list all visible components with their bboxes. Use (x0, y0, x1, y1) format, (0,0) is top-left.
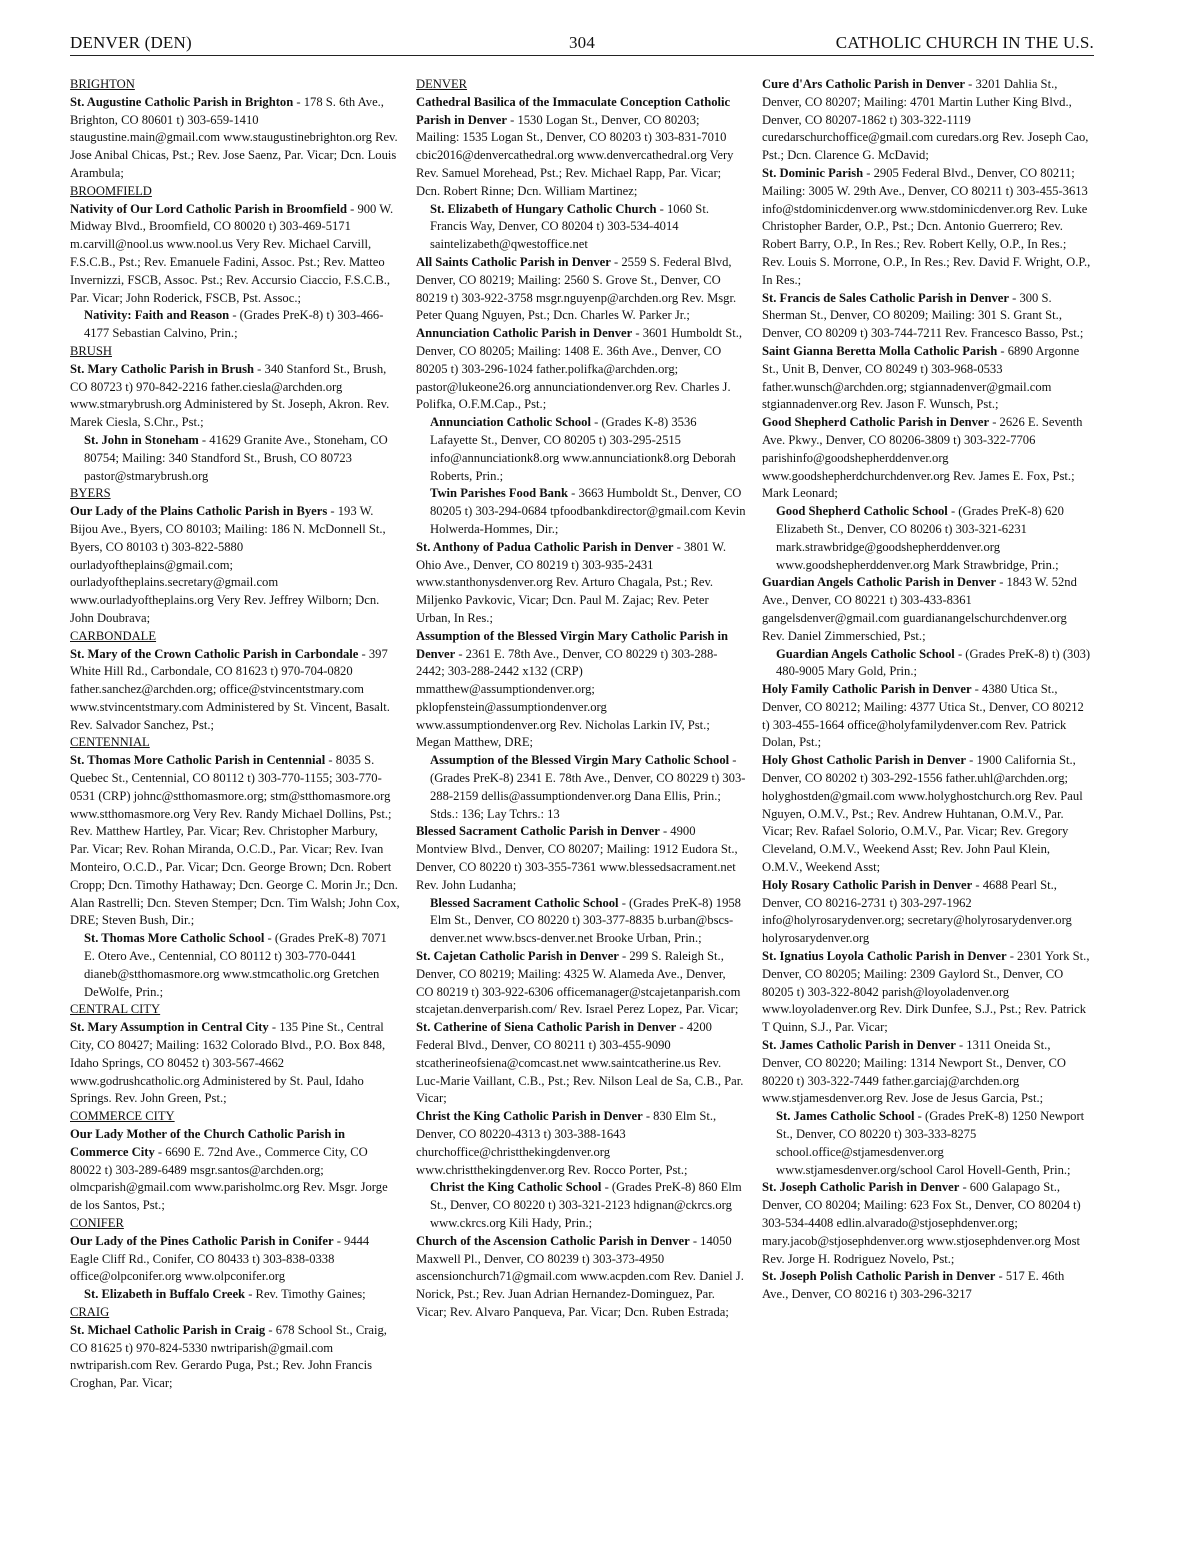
entry-details: - 1900 California St., Denver, CO 80202 t) 303-292-1556 father.uhl@archden.org; holyghostden@gmail.com www.holyghostchurch.org Rev. Paul Nguyen, O.M.V., Pst.; Rev. Andrew Huhtanan, O.M.V., Par. Vicar; Rev. Rafael Solorio, O.M.V., Par. Vicar; Rev. Gregory Cleveland, O.M.V., Weekend Asst; Rev. John Paul Klein, O.M.V., Weekend Asst; (762, 753, 1083, 875)
entry-details: - (Grades PreK-8) 7071 E. Otero Ave., Centennial, CO 80112 t) 303-770-0441 dianeb@stthomasmore.org www.stmcatholic.org Gretchen DeWolfe, Prin.; (84, 931, 387, 999)
entry-details: - 6890 Argonne St., Unit B, Denver, CO 80249 t) 303-968-0533 father.wunsch@archden.org; stgiannadenver@gmail.com stgiannadenver.org Rev. Jason F. Wunsch, Pst.; (762, 343, 1080, 412)
page-number: 304 (568, 33, 596, 52)
entry-details: - (Grades PreK-8) 1958 Elm St., Denver, CO 80220 t) 303-377-8835 b.urban@bscs-denver.net www.bscs-denver.net Brooke Urban, Prin.; (430, 895, 741, 946)
parish-entry (416, 254, 746, 325)
parish-entry (416, 1233, 746, 1322)
entry-details: - 2626 E. Seventh Ave. Pkwy., Denver, CO 80206-3809 t) 303-322-7706 parishinfo@goodshepherddenver.org www.goodshepherdchurchdenver.org Rev. James E. Fox, Pst.; Mark Leonard; (762, 415, 1083, 501)
parish-entry (416, 1108, 746, 1179)
entry-name: Christ the King Catholic Parish in Denver (416, 1109, 643, 1124)
entry-name: Christ the King Catholic School (430, 1180, 602, 1195)
entry-name: Cure d'Ars Catholic Parish in Denver (762, 77, 966, 91)
entry-name: Holy Ghost Catholic Parish in Denver (762, 753, 966, 768)
entry-name: Church of the Ascension Catholic Parish in Denver (416, 1233, 690, 1248)
parish-entry (762, 1037, 1092, 1108)
town-heading: CARBONDALE (70, 628, 157, 643)
entry-name: St. Michael Catholic Parish in Craig (70, 1322, 266, 1337)
entry-name: St. Cajetan Catholic Parish in Denver (416, 949, 619, 964)
parish-entry (70, 1233, 400, 1286)
town-heading: BRUSH (70, 343, 112, 358)
parish-entry (416, 628, 746, 753)
entry-details: - 299 S. Raleigh St., Denver, CO 80219; Mailing: 4325 W. Alameda Ave., Denver, CO 80219 t) 303-922-6306 officemanager@stcajetanparish.com stcajetan.denverparish.com/ Rev. Israel Perez Lopez, Par. Vicar; (416, 949, 741, 1017)
entry-details: - (Grades PreK-8) 860 Elm St., Denver, CO 80220 t) 303-321-2123 hdignan@ckrcs.org www.ckrcs.org Kili Hady, Prin.; (430, 1180, 742, 1230)
entry-name: St. John in Stoneham (84, 432, 199, 447)
entry-details: - 340 Stanford St., Brush, CO 80723 t) 970-842-2216 father.ciesla@archden.org www.stmarybrush.org Administered by St. Joseph, Akron. Rev. Marek Ciesla, S.Chr., Pst.; (70, 361, 390, 430)
sub-entry (416, 485, 746, 538)
entry-details: - 2301 York St., Denver, CO 80205; Mailing: 2309 Gaylord St., Denver, CO 80205 t) 303-322-8042 parish@loyoladenver.org www.loyoladenver.org Rev. Dirk Dunfee, S.J., Pst.; Rev. Patrick T Quinn, S.J., Par. Vicar; (762, 949, 1090, 1035)
entry-details: - (Grades PreK-8) 2341 E. 78th Ave., Denver, CO 80229 t) 303-288-2159 dellis@assumptiondenver.org Dana Ellis, Prin.; Stds.: 136; Lay Tchrs.: 13 (430, 753, 746, 821)
town-heading: DENVER (416, 77, 468, 91)
entry-name: Assumption of the Blessed Virgin Mary Catholic Parish in Denver (416, 628, 729, 661)
entry-name: Twin Parishes Food Bank (430, 486, 568, 501)
parish-entry (70, 1126, 400, 1215)
entry-name: Annunciation Catholic School (430, 415, 591, 430)
sub-entry (416, 752, 746, 823)
town-heading: CENTRAL CITY (70, 1002, 161, 1017)
entry-name: Our Lady of the Plains Catholic Parish in Byers (70, 504, 328, 519)
parish-entry (762, 877, 1092, 948)
entry-details: - 2559 S. Federal Blvd, Denver, CO 80219; Mailing: 2560 S. Grove St., Denver, CO 80219 t) 303-922-3758 msgr.nguyenp@archden.org Rev. Msgr. Peter Quang Nguyen, Pst.; Dcn. Charles W. Parker Jr.; (416, 254, 737, 323)
page-header (70, 33, 1094, 56)
parish-entry (762, 290, 1092, 343)
parish-entry (762, 681, 1092, 752)
parish-entry (70, 752, 400, 930)
parish-entry (70, 503, 400, 628)
parish-entry (762, 343, 1092, 414)
entry-name: Blessed Sacrament Catholic School (430, 895, 619, 910)
entry-details: - 300 S. Sherman St., Denver, CO 80209; Mailing: 301 S. Grant St., Denver, CO 80209 t) 303-744-7211 Rev. Francesco Basso, Pst.; (762, 290, 1084, 341)
town-heading: CONIFER (70, 1216, 124, 1230)
entry-details: - 135 Pine St., Central City, CO 80427; Mailing: 1632 Colorado Blvd., P.O. Box 848, Idaho Springs, CO 80452 t) 303-567-4662 www.godrushcatholic.org Administered by St. Paul, Idaho Springs. Rev. John Green, Pst.; (70, 1020, 386, 1106)
town-heading: BYERS (70, 486, 111, 501)
entry-name: Guardian Angels Catholic Parish in Denver (762, 575, 997, 590)
entry-details: - 830 Elm St., Denver, CO 80220-4313 t) 303-388-1643 churchoffice@christthekingdenver.org www.christthekingdenver.org Rev. Rocco Porter, Pst.; (416, 1109, 717, 1177)
parish-entry (416, 1019, 746, 1108)
entry-name: St. Joseph Polish Catholic Parish in Denver (762, 1269, 996, 1284)
running-head-left: DENVER (DEN) (70, 33, 192, 52)
entry-name: Good Shepherd Catholic Parish in Denver (762, 415, 990, 430)
entry-name: St. Augustine Catholic Parish in Brighton (70, 94, 294, 109)
entry-details: - 2905 Federal Blvd., Denver, CO 80211; Mailing: 3005 W. 29th Ave., Denver, CO 80211 t) 303-455-3613 info@stdominicdenver.org www.stdominicdenver.org Rev. Luke Christopher Barder, O.P., Pst.; Dcn. Antonio Guerrero; Rev. Robert Barry, O.P., In Res.; Rev. Robert Kelly, O.P., In Res.; Rev. Louis S. Morrone, O.P., In Res.; Rev. David F. Wright, O.P., In Res.; (762, 165, 1091, 287)
entry-name: St. Anthony of Padua Catholic Parish in Denver (416, 539, 674, 554)
sub-entry (416, 1179, 746, 1232)
entry-details: - 4380 Utica St., Denver, CO 80212; Mailing: 4377 Utica St., Denver, CO 80212 t) 303-455-1664 office@holyfamilydenver.com Rev. Patrick Dolan, Pst.; (762, 682, 1084, 750)
entry-name: St. Mary Assumption in Central City (70, 1020, 269, 1035)
parish-entry (70, 1322, 400, 1393)
parish-entry (70, 361, 400, 432)
entry-name: Our Lady of the Pines Catholic Parish in Conifer (70, 1233, 334, 1248)
entry-details: - 1843 W. 52nd Ave., Denver, CO 80221 t) 303-433-8361 gangelsdenver@gmail.com guardianangelschurchdenver.org Rev. Daniel Zimmerschied, Pst.; (762, 575, 1077, 643)
parish-entry (762, 165, 1092, 290)
entry-details: - (Grades K-8) 3536 Lafayette St., Denver, CO 80205 t) 303-295-2515 info@annunciationk8.org www.annunciationk8.org Deborah Roberts, Prin.; (430, 415, 736, 483)
town-heading: BRIGHTON (70, 77, 135, 91)
entry-details: - 4900 Montview Blvd., Denver, CO 80207; Mailing: 1912 Eudora St., Denver, CO 80220 t) 303-355-7361 www.blessedsacrament.net Rev. John Ludanha; (416, 824, 738, 892)
entry-details: - 8035 S. Quebec St., Centennial, CO 80112 t) 303-770-1155; 303-770-0531 (CRP) johnc@stthomasmore.org; stm@stthomasmore.org www.stthomasmore.org Very Rev. Randy Michael Dollins, Pst.; Rev. Matthew Hartley, Par. Vicar; Rev. Christopher Marbury, Par. Vicar; Rev. Rohan Miranda, O.C.D., Par. Vicar; Rev. Ivan Monteiro, O.C.D., Par. Vicar; Dcn. George Brown; Dcn. Robert Cropp; Dcn. Timothy Hathaway; Dcn. George C. Morin Jr.; Dcn. Alan Rastrelli; Dcn. Steven Stemper; Dcn. Tim Walsh; John Cox, DRE; Steven Bush, Dir.; (70, 753, 400, 928)
parish-entry (70, 94, 400, 183)
sub-entry (762, 1108, 1092, 1179)
parish-entry (70, 1019, 400, 1108)
entry-name: Nativity: Faith and Reason (84, 308, 230, 323)
entry-details: - 600 Galapago St., Denver, CO 80204; Mailing: 623 Fox St., Denver, CO 80204 t) 303-534-4408 edlin.alvarado@stjosephdenver.org; mary.jacob@stjosephdenver.org www.stjosephdenver.org Most Rev. Jorge H. Rodriguez Novelo, Pst.; (762, 1180, 1081, 1266)
entry-name: St. Elizabeth in Buffalo Creek (84, 1287, 246, 1302)
entry-name: Annunciation Catholic Parish in Denver (416, 326, 633, 341)
sub-entry (70, 432, 400, 485)
entry-details: - 4688 Pearl St., Denver, CO 80216-2731 t) 303-297-1962 info@holyrosarydenver.org; secretary@holyrosarydenver.org holyrosarydenver.org (762, 877, 1072, 946)
entry-details: - 193 W. Bijou Ave., Byers, CO 80103; Mailing: 186 N. McDonnell St., Byers, CO 80103 t) 303-822-5880 ourladyoftheplains@gmail.com; ourladyoftheplains.secretary@gmail.com www.ourladyoftheplains.org Very Rev. Jeffrey Wilborn; Dcn. John Doubrava; (70, 504, 386, 625)
parish-entry (762, 948, 1092, 1037)
entry-details: - 1060 St. Francis Way, Denver, CO 80204 t) 303-534-4014 saintelizabeth@qwestoffice.net (430, 201, 709, 252)
entry-name: St. Dominic Parish (762, 165, 864, 180)
parish-entry (762, 752, 1092, 877)
town-heading: CRAIG (70, 1304, 110, 1319)
entry-details: - 3801 W. Ohio Ave., Denver, CO 80219 t) 303-935-2431 www.stanthonysdenver.org Rev. Arturo Chagala, Pst.; Rev. Miljenko Pavkovic, Vicar; Dcn. Paul M. Zajac; Rev. Peter Urban, In Res.; (416, 539, 726, 625)
parish-entry (762, 1179, 1092, 1268)
entry-name: St. Joseph Catholic Parish in Denver (762, 1180, 960, 1195)
entry-name: Good Shepherd Catholic School (776, 504, 948, 519)
sub-entry (70, 930, 400, 1001)
entry-details: - 14050 Maxwell Pl., Denver, CO 80239 t) 303-373-4950 ascensionchurch71@gmail.com www.acpden.com Rev. Daniel J. Norick, Pst.; Rev. Juan Adrian Hernandez-Dominguez, Par. Vicar; Rev. Alvaro Panqueva, Par. Vicar; Dcn. Ruben Estrada; (416, 1233, 744, 1319)
entry-name: Cathedral Basilica of the Immaculate Conception Catholic Parish in Denver (416, 94, 731, 127)
entry-details: - 3201 Dahlia St., Denver, CO 80207; Mailing: 4701 Martin Luther King Blvd., Denver, CO 80207-1862 t) 303-322-1119 curedarschurchoffice@gmail.com curedars.org Rev. Joseph Cao, Pst.; Dcn. Clarence G. McDavid; (762, 77, 1089, 163)
entry-name: St. Catherine of Siena Catholic Parish in Denver (416, 1020, 677, 1035)
entry-details: - 178 S. 6th Ave., Brighton, CO 80601 t) 303-659-1410 staugustine.main@gmail.com www.staugustinebrighton.org Rev. Jose Anibal Chicas, Pst.; Rev. Jose Saenz, Par. Vicar; Dcn. Louis Arambula; (70, 94, 398, 180)
entry-details: - 1311 Oneida St., Denver, CO 80220; Mailing: 1314 Newport St., Denver, CO 80220 t) 303-322-7449 father.garciaj@archden.org www.stjamesdenver.org Rev. Jose de Jesus Garcia, Pst.; (762, 1038, 1067, 1106)
entry-name: Saint Gianna Beretta Molla Catholic Parish (762, 343, 998, 358)
parish-entry (416, 94, 746, 201)
entry-details: - (Grades PreK-8) t) 303-466-4177 Sebastian Calvino, Prin.; (84, 308, 384, 341)
town-heading: COMMERCE CITY (70, 1109, 175, 1124)
entry-details: - 9444 Eagle Cliff Rd., Conifer, CO 80433 t) 303-838-0338 office@olpconifer.org www.olpconifer.org (70, 1233, 370, 1284)
entry-name: Nativity of Our Lord Catholic Parish in Broomfield (70, 201, 347, 216)
entry-name: Holy Family Catholic Parish in Denver (762, 682, 972, 697)
parish-entry (70, 201, 400, 308)
entry-details: - 900 W. Midway Blvd., Broomfield, CO 80020 t) 303-469-5171 m.carvill@nool.us www.nool.us Very Rev. Michael Carvill, F.S.C.B., Pst.; Rev. Emanuele Fadini, Assoc. Pst.; Rev. Matteo Invernizzi, FSCB, Assoc. Pst.; Rev. Accursio Ciaccio, F.S.C.B., Par. Vicar; John Roderick, FSCB, Pst. Assoc.; (70, 201, 394, 305)
parish-entry (762, 76, 1092, 165)
entry-name: Blessed Sacrament Catholic Parish in Denver (416, 824, 660, 839)
entry-name: Guardian Angels Catholic School (776, 646, 955, 661)
entry-details: - 517 E. 46th Ave., Denver, CO 80216 t) 303-296-3217 (762, 1269, 1065, 1302)
entry-details: - 6690 E. 72nd Ave., Commerce City, CO 80022 t) 303-289-6489 msgr.santos@archden.org; olmcparish@gmail.com www.parisholmc.org Rev. Msgr. Jorge de los Santos, Pst.; (70, 1144, 388, 1213)
sub-entry (762, 646, 1092, 682)
entry-details: - Rev. Timothy Gaines; (245, 1287, 366, 1302)
parish-entry (416, 325, 746, 414)
parish-entry (762, 574, 1092, 645)
entry-details: - 2361 E. 78th Ave., Denver, CO 80229 t) 303-288-2442; 303-288-2442 x132 (CRP) mmatthew@assumptiondenver.org; pklopfenstein@assumptiondenver.org www.assumptiondenver.org Rev. Nicholas Larkin IV, Pst.; Megan Matthew, DRE; (416, 646, 718, 750)
entry-name: All Saints Catholic Parish in Denver (416, 254, 611, 269)
parish-entry (70, 646, 400, 735)
sub-entry (70, 307, 400, 343)
entry-name: St. Ignatius Loyola Catholic Parish in Denver (762, 949, 1007, 964)
entry-details: - (Grades PreK-8) 620 Elizabeth St., Denver, CO 80206 t) 303-321-6231 mark.strawbridge@goodshepherddenver.org www.goodshepherddenver.org Mark Strawbridge, Prin.; (776, 504, 1064, 572)
entry-name: Assumption of the Blessed Virgin Mary Catholic School (430, 753, 730, 768)
running-head-right: CATHOLIC CHURCH IN THE U.S. (835, 33, 1094, 52)
parish-entry (762, 414, 1092, 503)
town-heading: CENTENNIAL (70, 735, 150, 750)
entry-details: - 1530 Logan St., Denver, CO 80203; Mailing: 1535 Logan St., Denver, CO 80203 t) 303-831-7010 cbic2016@denvercathedral.org www.denvercathedral.org Very Rev. Samuel Morehead, Pst.; Rev. Michael Rapp, Par. Vicar; Dcn. Robert Rinne; Dcn. William Martinez; (416, 112, 734, 198)
entry-name: St. Mary Catholic Parish in Brush (70, 361, 255, 376)
sub-entry (70, 1286, 400, 1304)
entry-name: St. Elizabeth of Hungary Catholic Church (430, 201, 657, 216)
entry-name: St. Francis de Sales Catholic Parish in Denver (762, 290, 1009, 305)
parish-entry (416, 948, 746, 1019)
entry-name: St. Mary of the Crown Catholic Parish in Carbondale (70, 646, 359, 661)
entry-name: St. James Catholic Parish in Denver (762, 1038, 956, 1053)
directory-column-1 (70, 76, 400, 1393)
entry-name: Our Lady Mother of the Church Catholic Parish in Commerce City (70, 1127, 345, 1159)
entry-name: St. Thomas More Catholic Parish in Centennial (70, 753, 326, 768)
entry-details: - 397 White Hill Rd., Carbondale, CO 81623 t) 970-704-0820 father.sanchez@archden.org; office@stvincentstmary.com www.stvincentstmary.com Administered by St. Vincent, Basalt. Rev. Salvador Sanchez, Pst.; (70, 646, 390, 732)
entry-details: - 3601 Humboldt St., Denver, CO 80205; Mailing: 1408 E. 36th Ave., Denver, CO 80205 t) 303-296-1024 father.polifka@archden.org; pastor@lukeone26.org annunciationdenver.org Rev. Charles J. Polifka, O.F.M.Cap., Pst.; (416, 326, 743, 412)
sub-entry (762, 503, 1092, 574)
entry-name: St. James Catholic School (776, 1109, 915, 1124)
entry-details: - 41629 Granite Ave., Stoneham, CO 80754; Mailing: 340 Standford St., Brush, CO 80723 pastor@stmarybrush.org (84, 432, 388, 483)
sub-entry (416, 895, 746, 948)
town-heading: BROOMFIELD (70, 183, 152, 198)
parish-entry (416, 539, 746, 628)
parish-entry (416, 823, 746, 894)
directory-column-3 (762, 76, 1092, 1304)
entry-details: - 3663 Humboldt St., Denver, CO 80205 t) 303-294-0684 tpfoodbankdirector@gmail.com Kevin Holwerda-Hommes, Dir.; (430, 486, 746, 536)
entry-details: - 4200 Federal Blvd., Denver, CO 80211 t) 303-455-9090 stcatherineofsiena@comcast.net www.saintcatherine.us Rev. Luc-Marie Vaillant, C.B., Pst.; Rev. Nilson Leal de Sa, C.B., Par. Vicar; (416, 1020, 744, 1106)
directory-column-2 (416, 76, 746, 1322)
entry-name: St. Thomas More Catholic School (84, 931, 265, 946)
entry-details: - (Grades PreK-8) 1250 Newport St., Denver, CO 80220 t) 303-333-8275 school.office@stjamesdenver.org www.stjamesdenver.org/school Carol Hovell-Genth, Prin.; (776, 1109, 1085, 1177)
sub-entry (416, 414, 746, 485)
entry-details: - (Grades PreK-8) t) (303) 480-9005 Mary Gold, Prin.; (776, 646, 1091, 679)
sub-entry (416, 201, 746, 254)
entry-details: - 678 School St., Craig, CO 81625 t) 970-824-5330 nwtriparish@gmail.com nwtriparish.com Rev. Gerardo Puga, Pst.; Rev. John Francis Croghan, Par. Vicar; (70, 1322, 387, 1391)
parish-entry (762, 1268, 1092, 1304)
entry-name: Holy Rosary Catholic Parish in Denver (762, 877, 973, 892)
